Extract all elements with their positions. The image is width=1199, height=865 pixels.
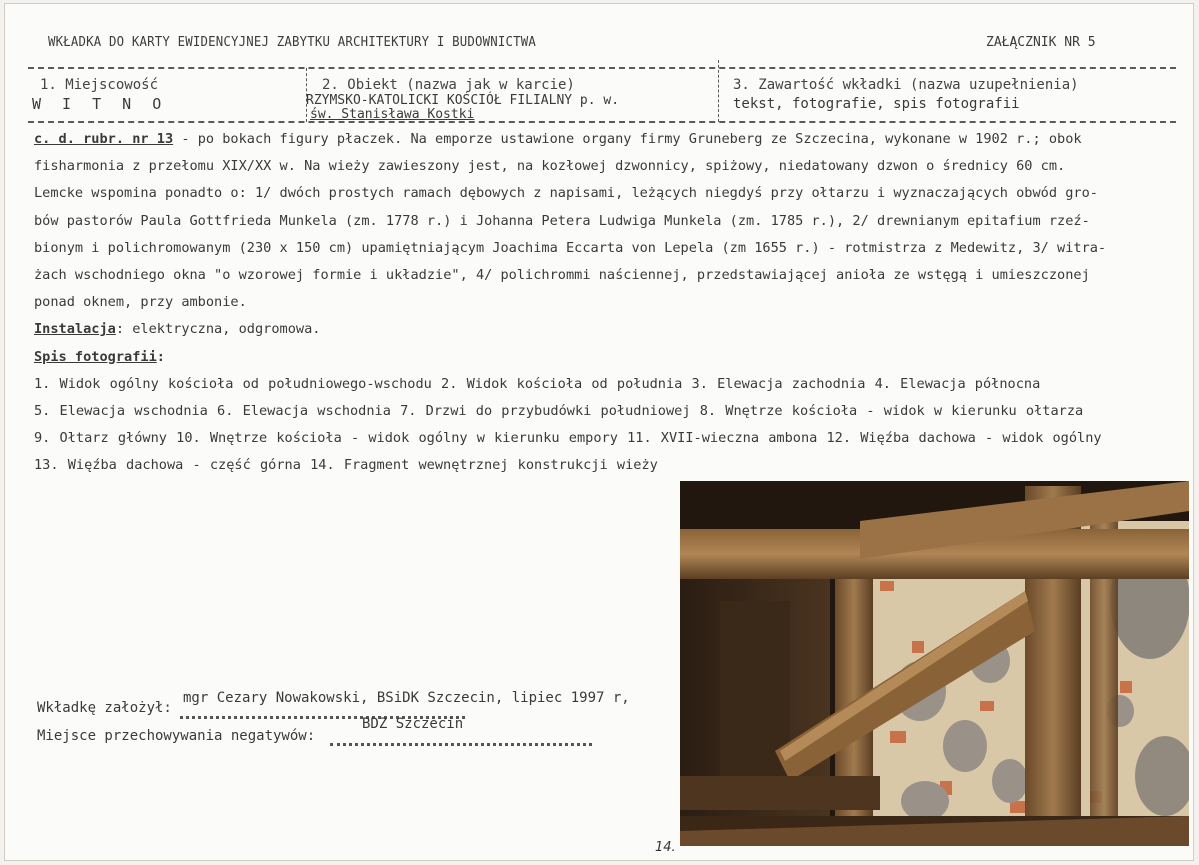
founder-label: Wkładkę założył: — [37, 700, 172, 716]
rubric-reference: c. d. rubr. nr 13 — [34, 131, 174, 147]
description-line-7: ponad oknem, przy ambonie. — [34, 294, 247, 311]
photo-list-line: 13. Więźba dachowa - część górna 14. Fragment wewnętrznej konstrukcji wieży — [34, 457, 658, 474]
photo-number-handwritten: 14. — [655, 840, 676, 855]
storage-label: Miejsce przechowywania negatywów: — [37, 728, 316, 744]
description-text — [34, 126, 1159, 480]
installation-label: Instalacja — [34, 321, 116, 338]
location-label: 1. Miejscowość — [40, 77, 159, 93]
location-value: W I T N O — [32, 95, 168, 113]
installation-line — [34, 316, 1159, 343]
description-line-4: bów pastorów Paula Gottfrieda Munkela (zm. 1778 r.) i Johanna Petera Ludwiga Munkela (zm. 1785 r.), 2/ drewnianym epitafium rzeź- — [34, 212, 1090, 229]
storage-value: BDZ Szczecin — [362, 716, 464, 732]
contents-label: 3. Zawartość wkładki (nazwa uzupełnienia) — [733, 77, 1079, 93]
object-value-line1: RZYMSKO-KATOLICKI KOŚCIÓŁ FILIALNY p. w. — [306, 93, 620, 108]
photo-list-label: Spis fotografii — [34, 348, 157, 365]
storage-dotted-line — [330, 743, 592, 746]
description-line-5: bionym i polichromowanym (230 x 150 cm) upamiętniającym Joachima Eccarta von Lepela (zm 1655 r.) - rotmistrza z Medewitz, 3/ witra- — [34, 239, 1107, 256]
photo-list-line: 9. Ołtarz główny 10. Wnętrze kościoła - widok ogólny w kierunku empory 11. XVII-wieczna ambona 12. Więźba dachowa - widok ogólny — [34, 430, 1102, 447]
divider-vertical-2 — [718, 60, 719, 122]
description-line-1: c. d. rubr. nr 13 - po bokach figury płaczek. Na emporze ustawione organy firmy Gruneberg ze Szczecina, wykonane w 1902 r.; obok — [34, 131, 1082, 147]
object-value-line2: św. Stanisława Kostki — [310, 107, 475, 122]
object-label: 2. Obiekt (nazwa jak w karcie) — [322, 77, 575, 93]
annex-number: ZAŁĄCZNIK NR 5 — [986, 35, 1096, 50]
founder-value: mgr Cezary Nowakowski, BSiDK Szczecin, lipiec 1997 r, — [183, 690, 630, 706]
photo-list-line: 5. Elewacja wschodnia 6. Elewacja wschodnia 7. Drzwi do przybudówki południowej 8. Wnętrze kościoła - widok w kierunku ołtarza — [34, 403, 1084, 420]
description-line-2: fisharmonia z przełomu XIX/XX w. Na wieży zawieszony jest, na kozłowej dzwonnicy, spiżowy, niedatowany dzwon o średnicy 60 cm. — [34, 158, 1066, 175]
photo-list-heading: Spis fotografii: — [34, 348, 165, 365]
tower-interior-photo — [680, 481, 1189, 846]
photo-list-line: 1. Widok ogólny kościoła od południowego-wschodu 2. Widok kościoła od południa 3. Elewacja zachodnia 4. Elewacja północna — [34, 375, 1041, 392]
installation-value: : elektryczna, odgromowa. — [115, 321, 321, 338]
description-line-6: żach wschodniego okna "o wzorowej formie i układzie", 4/ polichrommi naściennej, przedstawiającej anioła ze wstęgą i umieszczonej — [34, 267, 1090, 284]
divider-top — [28, 67, 1176, 69]
description-line-3: Lemcke wspomina ponadto o: 1/ dwóch prostych ramach dębowych z napisami, leżących niegdyś przy ołtarzu i wyznaczających obwód gro- — [34, 185, 1098, 202]
contents-value: tekst, fotografie, spis fotografii — [733, 96, 1020, 112]
divider-fields — [28, 121, 1176, 123]
form-title: WKŁADKA DO KARTY EWIDENCYJNEJ ZABYTKU ARCHITEKTURY I BUDOWNICTWA — [48, 35, 537, 50]
